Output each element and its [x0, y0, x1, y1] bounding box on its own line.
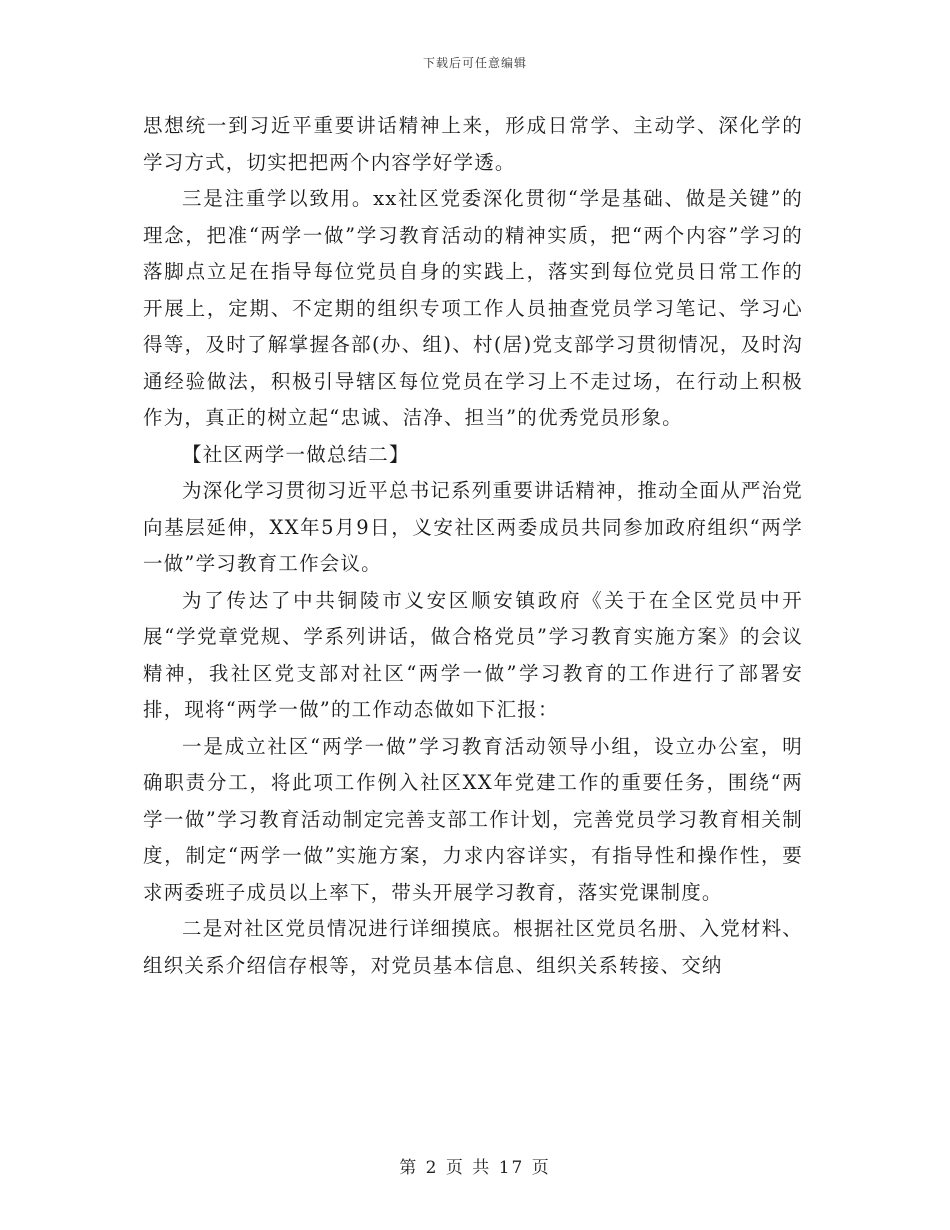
paragraph-3: 为深化学习贯彻习近平总书记系列重要讲话精神，推动全面从严治党向基层延伸，XX年5月9日，义安社区两委成员共同参加政府组织“两学一做”学习教育工作会议。 [143, 479, 804, 575]
section-heading: 【社区两学一做总结二】 [182, 442, 410, 466]
document-body [143, 108, 803, 984]
paragraph-6: 二是对社区党员情况进行详细摸底。根据社区党员名册、入党材料、组织关系介绍信存根等，对党员基本信息、组织关系转接、交纳 [143, 917, 804, 977]
paragraph-4: 为了传达了中共铜陵市义安区顺安镇政府《关于在全区党员中开展“学党章党规、学系列讲话，做合格党员”学习教育实施方案》的会议精神，我社区党支部对社区“两学一做”学习教育的工作进行了部署安排，现将“两学一做”的工作动态做如下汇报： [143, 588, 803, 721]
page-footer: 第 2 页 共 17 页 [399, 1158, 551, 1178]
page-header: 下载后可任意编辑 [422, 56, 527, 70]
paragraph-5: 一是成立社区“两学一做”学习教育活动领导小组，设立办公室，明确职责分工，将此项工作例入社区XX年党建工作的重要任务，围绕“两学一做”学习教育活动制定完善支部工作计划，完善党员学习教育相关制度，制定“两学一做”实施方案，力求内容详实，有指导性和操作性，要求两委班子成员以上率下，带头开展学习教育，落实党课制度。 [143, 734, 803, 904]
paragraph-1: 思想统一到习近平重要讲话精神上来，形成日常学、主动学、深化学的学习方式，切实把把两个内容学好学透。 [143, 114, 803, 174]
paragraph-2: 三是注重学以致用。xx社区党委深化贯彻“学是基础、做是关键”的理念，把准“两学一做”学习教育活动的精神实质，把“两个内容”学习的落脚点立足在指导每位党员自身的实践上，落实到每位党员日常工作的开展上，定期、不定期的组织专项工作人员抽查党员学习笔记、学习心得等，及时了解掌握各部(办、组)、村(居)党支部学习贯彻情况，及时沟通经验做法，积极引导辖区每位党员在学习上不走过场，在行动上积极作为，真正的树立起“忠诚、洁净、担当”的优秀党员形象。 [143, 187, 803, 429]
